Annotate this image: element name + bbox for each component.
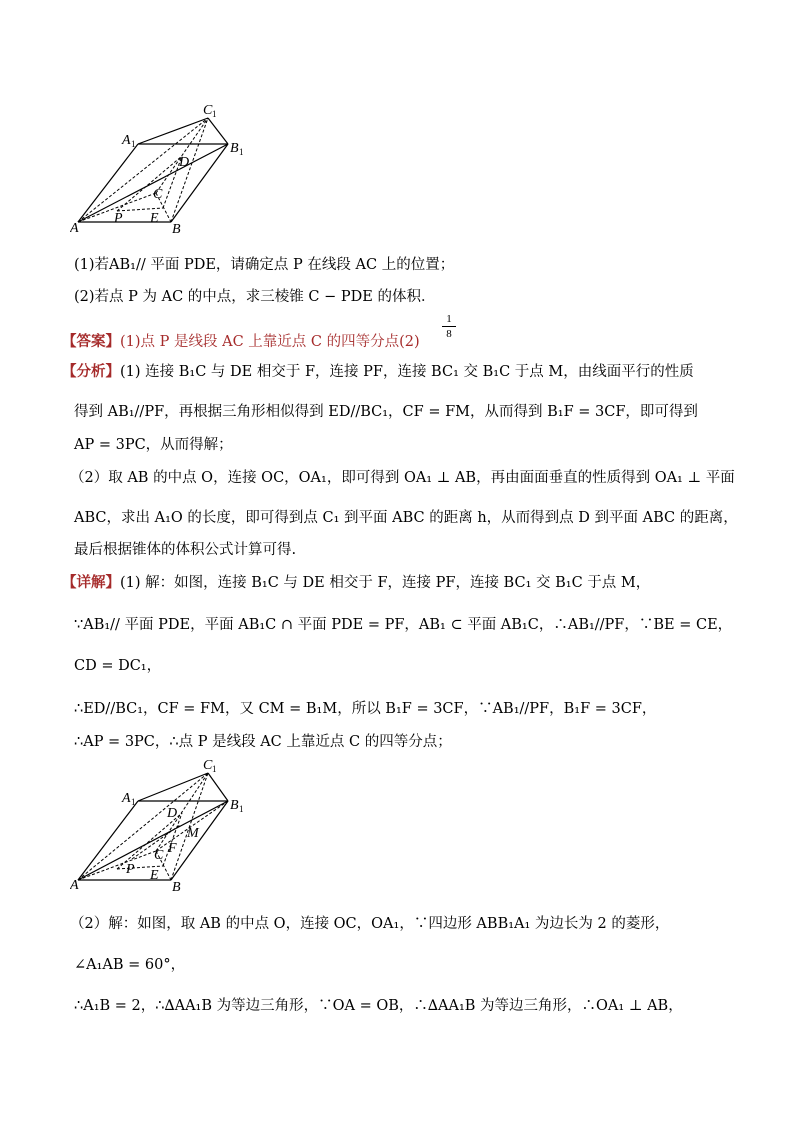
label-e: E (150, 211, 159, 226)
question-2: (2)若点 P 为 AC 的中点，求三棱锥 C − PDE 的体积． (74, 289, 436, 305)
detail-line-8: ∴A₁B = 2，∴∆AA₁B 为等边三角形，∵OA = OB，∴∆AA₁B 为等边三角形，∴OA₁ ⊥ AB， (74, 998, 683, 1014)
label-d: D (179, 155, 190, 170)
label-b1: B (230, 141, 239, 156)
svg-text:1: 1 (131, 797, 136, 807)
analysis-line-1: 【分析】(1) 连接 B₁C 与 DE 相交于 F，连接 PF，连接 BC₁ 交 B₁C 于点 M，由线面平行的性质 (62, 363, 694, 380)
label2-c1: C (203, 758, 213, 773)
label-p: P (114, 211, 123, 226)
svg-text:1: 1 (131, 139, 136, 149)
label2-d: D (167, 806, 178, 821)
detail-line-5: ∴AP = 3PC，∴点 P 是线段 AC 上靠近点 C 的四等分点； (74, 734, 452, 750)
label2-a1: A (122, 791, 131, 806)
detail-line-4: ∴ED//BC₁，CF = FM，又 CM = B₁M，所以 B₁F = 3CF，∵AB₁//PF，B₁F = 3CF， (74, 701, 657, 717)
analysis-line-2: 得到 AB₁//PF，再根据三角形相似得到 ED//BC₁，CF = FM，从而得到 B₁F = 3CF，即可得到 (74, 404, 698, 420)
label-a1: A (122, 133, 131, 148)
prism-figure-1 (70, 100, 260, 240)
detail-line-1: 【详解】(1) 解：如图，连接 B₁C 与 DE 相交于 F，连接 PF，连接 BC₁ 交 B₁C 于点 M， (62, 574, 651, 591)
detail-line-6: （2）解：如图，取 AB 的中点 O，连接 OC，OA₁，∵四边形 ABB₁A₁ 为边长为 2 的菱形， (70, 916, 670, 932)
label2-m: M (187, 826, 199, 841)
label-b: B (172, 222, 181, 237)
svg-text:1: 1 (239, 147, 244, 157)
detail-line-7: ∠A₁AB = 60°， (74, 957, 186, 973)
answer-fraction: 1 8 (442, 313, 456, 340)
detail-line-2: ∵AB₁// 平面 PDE，平面 AB₁C ∩ 平面 PDE = PF，AB₁ ⊂ 平面 AB₁C，∴AB₁//PF，∵BE = CE， (74, 617, 733, 633)
svg-text:1: 1 (239, 804, 244, 814)
label-c: C (153, 187, 163, 202)
analysis-line-5: ABC，求出 A₁O 的长度，即可得到点 C₁ 到平面 ABC 的距离 h，从而得到点 D 到平面 ABC 的距离， (74, 510, 738, 526)
svg-text:1: 1 (212, 109, 217, 119)
label2-b: B (172, 880, 181, 895)
question-1: (1)若AB₁// 平面 PDE，请确定点 P 在线段 AC 上的位置； (74, 257, 455, 273)
answer-line: 【答案】(1)点 P 是线段 AC 上靠近点 C 的四等分点(2) (62, 333, 420, 350)
label-a: A (70, 221, 79, 236)
analysis-line-6: 最后根据锥体的体积公式计算可得. (74, 542, 297, 558)
prism-figure-2 (70, 755, 260, 895)
label2-b1: B (230, 798, 239, 813)
svg-text:1: 1 (212, 764, 217, 774)
label2-p: P (126, 862, 135, 877)
analysis-line-4: （2）取 AB 的中点 O，连接 OC，OA₁，即可得到 OA₁ ⊥ AB，再由面面垂直的性质得到 OA₁ ⊥ 平面 (70, 470, 735, 486)
detail-line-3: CD = DC₁， (74, 658, 162, 674)
analysis-line-3: AP = 3PC，从而得解； (74, 437, 233, 453)
label2-c: C (154, 848, 164, 863)
label2-f: F (168, 841, 177, 856)
label2-e: E (150, 868, 159, 883)
label-c1: C (203, 103, 213, 118)
label2-a: A (70, 878, 79, 893)
